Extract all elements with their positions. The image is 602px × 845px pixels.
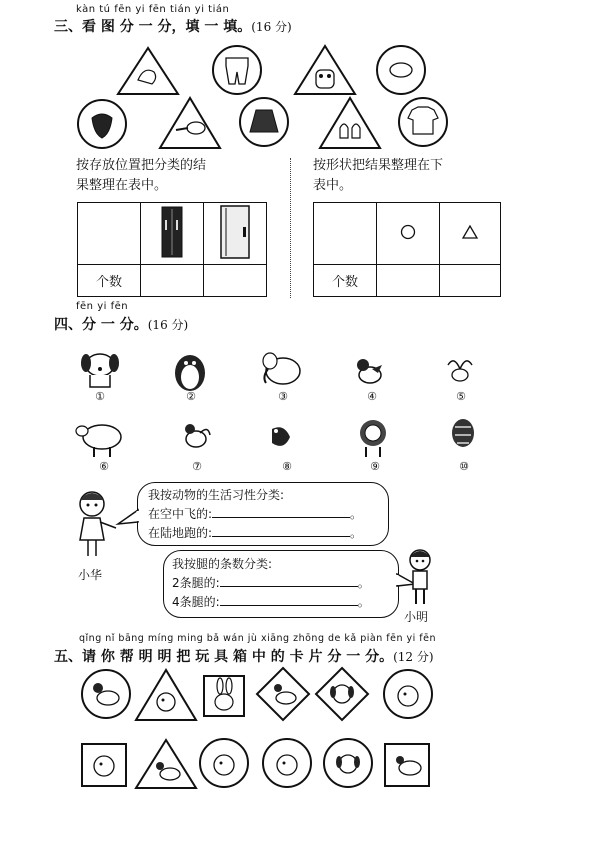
triangle-shape-cell [440, 203, 501, 265]
section3-title: 三、看 图 分 一 分，填 一 填。 [54, 19, 252, 35]
animal-number-4: ④ [367, 390, 377, 403]
section4-pinyin: fēn yi fēn [76, 301, 129, 312]
square-card-rabbit [204, 676, 244, 716]
habit-run-row [148, 524, 362, 543]
circle-card-shorts [213, 46, 261, 94]
circle-card-duck [82, 670, 130, 718]
habit-heading: 我按动物的生活习性分类: [148, 488, 285, 502]
four-legs-row [172, 593, 370, 612]
four-legs-answer-blank[interactable] [220, 593, 358, 606]
section3-right-instruction [313, 156, 443, 196]
tiger-picture [452, 419, 474, 447]
triangle-card-spoon [160, 98, 220, 148]
animal-number-1: ① [95, 390, 105, 403]
habit-fly-row [148, 505, 362, 524]
four-legs-label: 4条腿的: [172, 595, 220, 609]
fridge-icon [161, 206, 183, 258]
left-instruction-line2: 果整理在表中。 [76, 178, 168, 193]
square-card-chick [82, 744, 126, 786]
animal-number-7: ⑦ [192, 460, 202, 473]
storage-count-fridge[interactable] [141, 265, 204, 297]
section4-score: (16 分) [147, 318, 189, 332]
section3-score: (16 分) [251, 20, 292, 34]
fly-label: 在空中飞的: [148, 507, 213, 521]
circle-shape-icon [400, 224, 416, 240]
animal-number-2: ② [186, 390, 196, 403]
wardrobe-icon [220, 205, 250, 259]
rooster-picture [185, 424, 210, 447]
animal-number-6: ⑥ [99, 460, 109, 473]
circle-card-shirt [399, 98, 447, 146]
run-end-mark: 。 [350, 526, 363, 540]
speech-bubble-habit [137, 482, 389, 546]
sheep-picture [76, 425, 121, 457]
two-legs-answer-blank[interactable] [220, 574, 358, 587]
bubble-tail-left [118, 510, 140, 530]
circle-shape-cell [377, 203, 440, 265]
xiaohua-picture [68, 488, 124, 570]
animal-number-3: ③ [278, 390, 288, 403]
animal-number-10: ⑩ [459, 460, 469, 473]
seagull-picture [448, 361, 472, 381]
section5-pinyin: qǐng nǐ bāng míng ming bǎ wán jù xiāng zhōng de kǎ piàn fēn yi fēn [79, 633, 436, 644]
dog-picture [81, 354, 119, 387]
two-legs-end-mark: 。 [357, 576, 370, 590]
section5-score: (12 分) [393, 650, 434, 664]
circle-card-chick [384, 670, 432, 718]
section4-heading [54, 314, 188, 334]
lion-picture [360, 420, 386, 457]
storage-table [77, 202, 267, 297]
shape-table [313, 202, 501, 297]
triangle-card-duck [136, 740, 196, 788]
circle-card-dog [324, 739, 372, 787]
two-legs-row [172, 574, 370, 593]
shape-table-header-blank [314, 203, 377, 265]
penguin-picture [175, 355, 205, 391]
shape-count-triangle[interactable] [440, 265, 501, 297]
section3-pictures [0, 0, 602, 160]
eagle-picture [272, 427, 290, 446]
animals-pictures [0, 335, 602, 485]
wardrobe-icon-cell [204, 203, 267, 265]
square-card-duck [385, 744, 429, 786]
xiaoming-label: 小明 [404, 610, 429, 624]
toy-cards [0, 660, 602, 790]
two-legs-label: 2条腿的: [172, 576, 220, 590]
circle-card-strawberry [78, 100, 126, 148]
section3-pinyin: kàn tú fēn yi fēn tián yi tián [76, 4, 230, 15]
storage-table-header-blank [78, 203, 141, 265]
fridge-icon-cell [141, 203, 204, 265]
section5-title: 五、请 你 帮 明 明 把 玩 具 箱 中 的 卡 片 分 一 分。 [54, 649, 394, 665]
shape-count-label: 个数 [314, 265, 377, 297]
circle-card-lemon [377, 46, 425, 94]
triangle-card-gloves [320, 98, 380, 148]
storage-count-wardrobe[interactable] [204, 265, 267, 297]
circle-card-skirt [240, 98, 288, 146]
legs-heading: 我按腿的条数分类: [172, 557, 273, 571]
left-instruction-line1: 按存放位置把分类的结 [76, 158, 207, 173]
section3-divider [290, 158, 291, 298]
triangle-shape-icon [461, 224, 479, 240]
fly-end-mark: 。 [350, 507, 363, 521]
animal-number-5: ⑤ [456, 390, 466, 403]
animal-number-9: ⑨ [370, 460, 380, 473]
triangle-card-animal [118, 48, 178, 94]
storage-count-label: 个数 [78, 265, 141, 297]
diamond-card-dog [316, 668, 368, 720]
right-instruction-line2: 表中。 [313, 178, 353, 193]
speech-bubble-legs [163, 550, 399, 618]
xiaoming-picture [400, 548, 440, 608]
bird-picture [357, 359, 382, 383]
four-legs-end-mark: 。 [357, 595, 370, 609]
fly-answer-blank[interactable] [212, 505, 350, 518]
run-answer-blank[interactable] [212, 524, 350, 537]
section3-left-instruction [76, 156, 206, 196]
triangle-card-chick [136, 670, 196, 720]
shape-count-circle[interactable] [377, 265, 440, 297]
triangle-card-toy [295, 46, 355, 94]
animal-number-8: ⑧ [282, 460, 292, 473]
run-label: 在陆地跑的: [148, 526, 213, 540]
xiaohua-label: 小华 [78, 568, 103, 582]
elephant-picture [263, 353, 300, 384]
diamond-card-duck [257, 668, 309, 720]
right-instruction-line1: 按形状把结果整理在下 [313, 158, 444, 173]
circle-card-chick-2 [200, 739, 248, 787]
circle-card-chick-3 [263, 739, 311, 787]
section4-title: 四、分 一 分。 [54, 317, 148, 333]
